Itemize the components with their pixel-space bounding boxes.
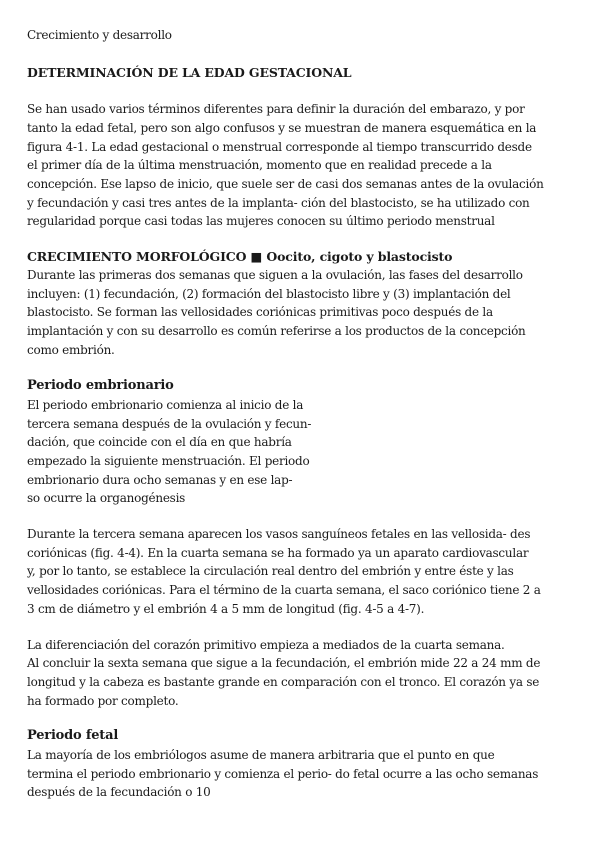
text-line: el primer día de la última menstruación, momento que en realidad precede a la (27, 158, 492, 172)
text-line: tanto la edad fetal, pero son algo confusos y se muestran de manera esquemática en la (27, 121, 537, 135)
text-line: y, por lo tanto, se establece la circulación real dentro del embrión y entre éste y las (27, 564, 514, 578)
text-line: so ocurre la organogénesis (27, 491, 186, 505)
text-line: El periodo embrionario comienza al inicio de la (27, 398, 304, 412)
text-line: vellosidades coriónicas. Para el término de la cuarta semana, el saco coriónico tiene 2 a (27, 583, 541, 597)
running-header: Crecimiento y desarrollo (27, 28, 172, 42)
text-line: y fecundación y casi tres antes de la implanta- ción del blastocisto, se ha utilizado con (27, 196, 530, 210)
text-line: después de la fecundación o 10 (27, 785, 211, 799)
text-line: La diferenciación del corazón primitivo empieza a mediados de la cuarta semana. (27, 638, 505, 652)
text-line: coriónicas (fig. 4-4). En la cuarta semana se ha formado ya un aparato cardiovascular (27, 546, 529, 560)
text-line: Durante las primeras dos semanas que siguen a la ovulación, las fases del desarrollo (27, 268, 523, 282)
text-line: figura 4-1. La edad gestacional o menstrual corresponde al tiempo transcurrido desde (27, 140, 532, 154)
text-line: Durante la tercera semana aparecen los vasos sanguíneos fetales en las vellosida- des (27, 527, 531, 541)
text-line: incluyen: (1) fecundación, (2) formación del blastocisto libre y (3) implantación del (27, 287, 511, 301)
text-line: longitud y la cabeza es bastante grande en comparación con el tronco. El corazón ya se (27, 675, 540, 689)
section-title-morphological-growth: CRECIMIENTO MORFOLÓGICO ■ Oocito, cigoto y blastocisto (27, 249, 453, 264)
text-line: termina el periodo embrionario y comienza el perio- do fetal ocurre a las ocho semanas (27, 767, 539, 781)
text-line: empezado la siguiente menstruación. El periodo (27, 454, 310, 468)
text-line: concepción. Ese lapso de inicio, que suele ser de casi dos semanas antes de la ovulación (27, 177, 544, 191)
text-line: Se han usado varios términos diferentes para definir la duración del embarazo, y por (27, 102, 525, 116)
text-line: regularidad porque casi todas las mujeres conocen su último periodo menstrual (27, 214, 495, 228)
text-line: ha formado por completo. (27, 694, 179, 708)
text-line: 3 cm de diámetro y el embrión 4 a 5 mm de longitud (fig. 4-5 a 4-7). (27, 602, 425, 616)
text-line: La mayoría de los embriólogos asume de manera arbitraria que el punto en que (27, 748, 495, 762)
text-line: tercera semana después de la ovulación y fecun- (27, 417, 312, 431)
text-line: como embrión. (27, 343, 115, 357)
subsection-title-embryonic-period: Periodo embrionario (27, 378, 174, 393)
text-line: dación, que coincide con el día en que habría (27, 435, 292, 449)
text-line: implantación y con su desarrollo es común referirse a los productos de la concepción (27, 324, 526, 338)
text-line: Al concluir la sexta semana que sigue a la fecundación, el embrión mide 22 a 24 mm de (27, 656, 541, 670)
text-line: blastocisto. Se forman las vellosidades coriónicas primitivas poco después de la (27, 305, 493, 319)
section-title-gestational-age: DETERMINACIÓN DE LA EDAD GESTACIONAL (27, 65, 352, 80)
subsection-title-fetal-period: Periodo fetal (27, 728, 119, 743)
text-line: embrionario dura ocho semanas y en ese lap- (27, 473, 293, 487)
